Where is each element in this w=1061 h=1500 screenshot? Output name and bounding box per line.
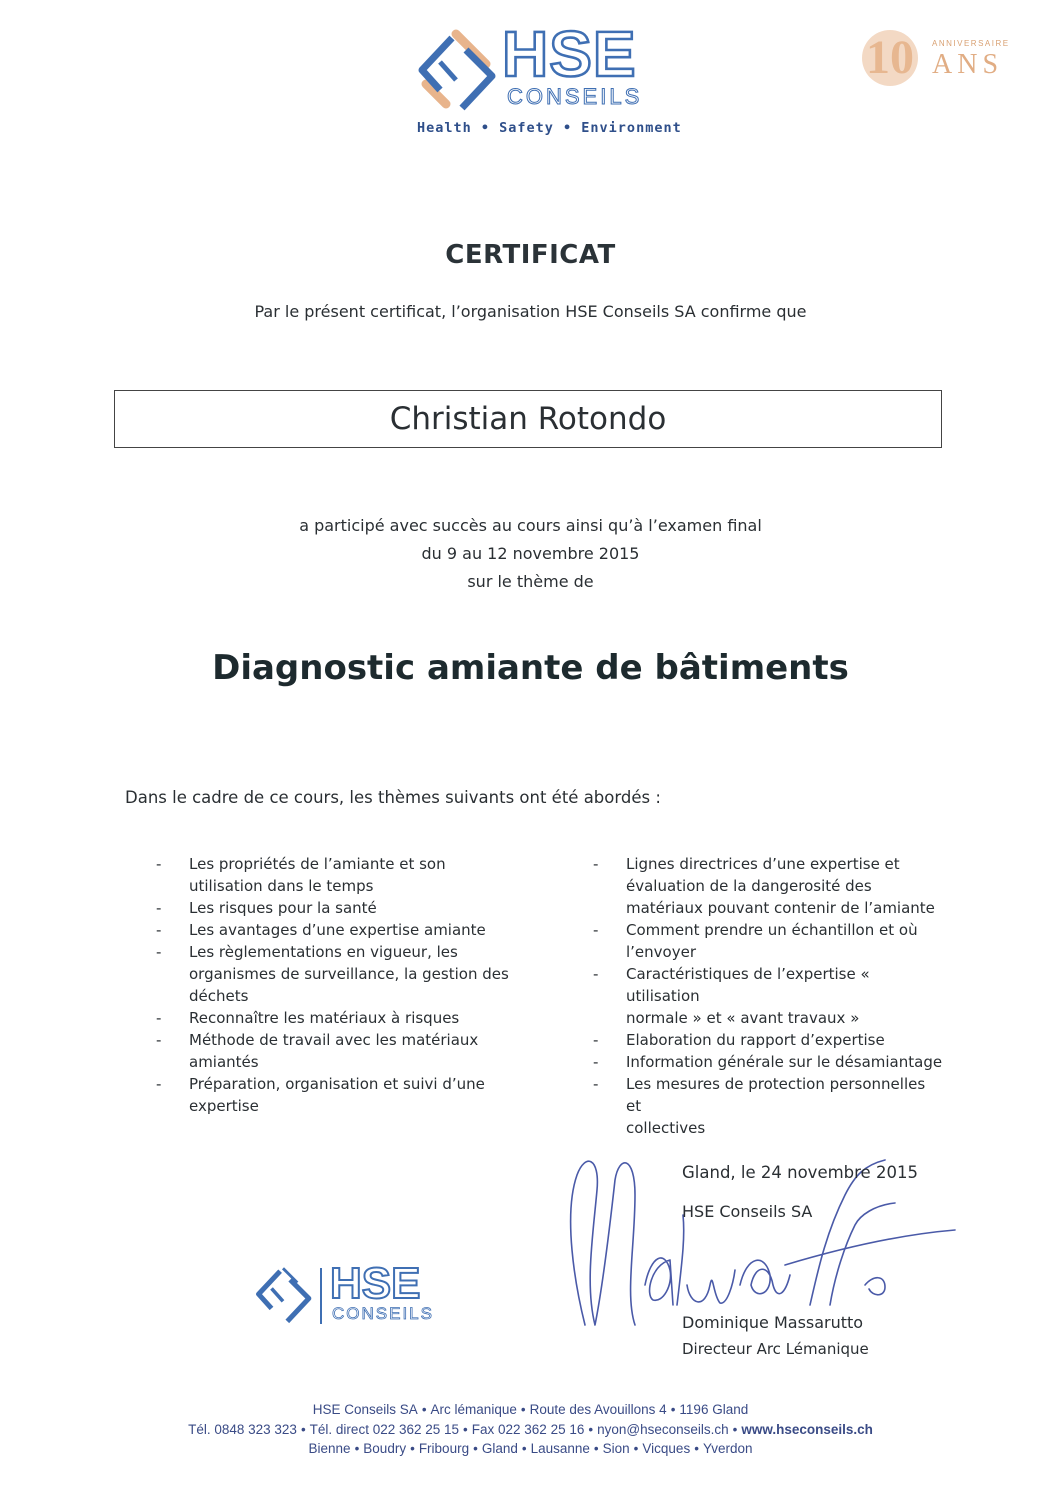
topic-text: Elaboration du rapport d’expertise xyxy=(626,1031,885,1049)
topic-text: Les propriétés de l’amiante et son xyxy=(189,855,446,873)
topic-item xyxy=(593,1073,943,1139)
footer-item: Fribourg xyxy=(418,1441,470,1456)
footer-item: Tél. 0848 323 323 xyxy=(188,1421,297,1437)
diamond-logo-icon xyxy=(250,1264,316,1330)
topic-text: matériaux pouvant contenir de l’amiante xyxy=(626,899,935,917)
topic-text: Comment prendre un échantillon et où xyxy=(626,921,918,939)
footer-separator: • xyxy=(633,1441,639,1456)
anniversary-number: 10 xyxy=(866,31,914,84)
topic-text: normale » et « avant travaux » xyxy=(626,1009,860,1027)
topic-text: Information générale sur le désamiantage xyxy=(626,1053,943,1071)
logo-name: HSE xyxy=(502,18,637,90)
topic-item xyxy=(593,963,943,1029)
topic-text: Les règlementations en vigueur, les xyxy=(189,943,458,961)
footer-locations-line xyxy=(0,1439,1061,1459)
logo-name: HSE xyxy=(330,1259,421,1308)
course-theme: Diagnostic amiante de bâtiments xyxy=(212,648,849,688)
logo-subname: CONSEILS xyxy=(507,84,643,109)
footer-item: Sion xyxy=(602,1441,630,1456)
logo-tagline: Health • Safety • Environment xyxy=(417,120,682,136)
footer-item: nyon@hseconseils.ch xyxy=(597,1421,729,1437)
footer-item: 1196 Gland xyxy=(679,1402,749,1417)
topic-item xyxy=(156,941,516,1007)
footer-item: Lausanne xyxy=(530,1441,590,1456)
topic-text: Les risques pour la santé xyxy=(189,899,377,917)
footer-separator: • xyxy=(463,1421,468,1437)
place-and-date: Gland, le 24 novembre 2015 xyxy=(682,1163,918,1182)
bullet-dash: - xyxy=(593,1075,599,1093)
footer-separator: • xyxy=(593,1441,599,1456)
topic-text: collectives xyxy=(626,1119,706,1137)
topic-item xyxy=(593,919,943,963)
footer-item: Gland xyxy=(481,1441,518,1456)
topic-item xyxy=(156,1073,516,1117)
bullet-dash: - xyxy=(593,855,599,873)
footer-separator: • xyxy=(521,1441,527,1456)
footer-separator: • xyxy=(520,1402,526,1417)
logo-divider xyxy=(320,1268,322,1324)
topic-text: l’envoyer xyxy=(626,943,696,961)
issuing-company: HSE Conseils SA xyxy=(682,1202,813,1221)
topic-item xyxy=(593,853,943,919)
hse-logo-bottom xyxy=(250,1259,460,1332)
topic-text: Les avantages d’une expertise amiante xyxy=(189,921,486,939)
topic-text: évaluation de la dangerosité des xyxy=(626,877,872,895)
footer-item: Tél. direct 022 362 25 15 xyxy=(309,1421,460,1437)
topic-item xyxy=(593,1051,943,1073)
bullet-dash: - xyxy=(156,899,162,917)
topic-text: amiantés xyxy=(189,1053,259,1071)
bullet-dash: - xyxy=(156,921,162,939)
footer-contact-line xyxy=(0,1420,1061,1440)
bullet-dash: - xyxy=(156,1075,162,1093)
bullet-dash: - xyxy=(156,943,162,961)
bullet-dash: - xyxy=(593,1031,599,1049)
participation-text: a participé avec succès au cours ainsi qu’à l’examen final xyxy=(299,516,762,535)
course-dates: du 9 au 12 novembre 2015 xyxy=(421,544,640,563)
bullet-dash: - xyxy=(593,965,599,983)
topics-intro: Dans le cadre de ce cours, les thèmes suivants ont été abordés : xyxy=(125,788,661,807)
signer-role: Directeur Arc Lémanique xyxy=(682,1340,869,1358)
diamond-logo-icon xyxy=(410,28,502,120)
topics-left-list xyxy=(156,853,516,1117)
footer-separator: • xyxy=(473,1441,478,1456)
footer-contact xyxy=(0,1400,1061,1459)
footer-address-line xyxy=(0,1400,1061,1420)
bullet-dash: - xyxy=(156,1009,162,1027)
bullet-dash: - xyxy=(156,1031,162,1049)
footer-item: Yverdon xyxy=(702,1441,753,1456)
bullet-dash: - xyxy=(156,855,162,873)
topic-text: Reconnaître les matériaux à risques xyxy=(189,1009,460,1027)
signer-name: Dominique Massarutto xyxy=(682,1313,864,1332)
anniversary-label-small: ANNIVERSAIRE xyxy=(932,39,1010,48)
footer-item: HSE Conseils SA xyxy=(312,1402,418,1417)
topic-item xyxy=(156,897,516,919)
topic-item xyxy=(156,919,516,941)
hse-logo xyxy=(410,18,682,141)
topic-item xyxy=(156,1029,516,1073)
footer-separator: • xyxy=(670,1402,676,1417)
anniversary-label: ANS xyxy=(932,49,1004,80)
topic-text: déchets xyxy=(189,987,249,1005)
footer-item: Vicques xyxy=(642,1441,691,1456)
footer-item: Route des Avouillons 4 xyxy=(529,1402,667,1417)
footer-item: Boudry xyxy=(363,1441,407,1456)
topic-text: Lignes directrices d’une expertise et xyxy=(626,855,900,873)
topic-text: Préparation, organisation et suivi d’une xyxy=(189,1075,485,1093)
theme-intro: sur le thème de xyxy=(467,572,594,591)
topic-text: Méthode de travail avec les matériaux xyxy=(189,1031,479,1049)
footer-separator: • xyxy=(732,1421,738,1437)
footer-item: Fax 022 362 25 16 xyxy=(471,1421,585,1437)
certificate-title: CERTIFICAT xyxy=(445,240,616,270)
footer-separator: • xyxy=(410,1441,415,1456)
footer-separator: • xyxy=(300,1421,306,1437)
bullet-dash: - xyxy=(593,921,599,939)
certificate-intro: Par le présent certificat, l’organisation HSE Conseils SA confirme que xyxy=(254,302,807,321)
anniversary-badge xyxy=(862,30,1022,92)
footer-separator: • xyxy=(588,1421,594,1437)
topics-right-list xyxy=(593,853,943,1139)
footer-separator: • xyxy=(354,1441,360,1456)
topic-item xyxy=(156,1007,516,1029)
bullet-dash: - xyxy=(593,1053,599,1071)
topic-text: expertise xyxy=(189,1097,259,1115)
footer-separator: • xyxy=(421,1402,427,1417)
topic-text: Les mesures de protection personnelles et xyxy=(626,1075,926,1115)
website-link[interactable]: www.hseconseils.ch xyxy=(741,1421,873,1437)
topic-text: utilisation dans le temps xyxy=(189,877,374,895)
topic-text: organismes de surveillance, la gestion des xyxy=(189,965,509,983)
recipient-name: Christian Rotondo xyxy=(114,390,942,448)
footer-separator: • xyxy=(694,1441,699,1456)
footer-item: Bienne xyxy=(308,1441,351,1456)
footer-item: Arc lémanique xyxy=(430,1402,517,1417)
topic-item xyxy=(593,1029,943,1051)
topic-item xyxy=(156,853,516,897)
logo-subname: CONSEILS xyxy=(332,1304,434,1323)
topic-text: Caractéristiques de l’expertise « utilisation xyxy=(626,965,870,1005)
